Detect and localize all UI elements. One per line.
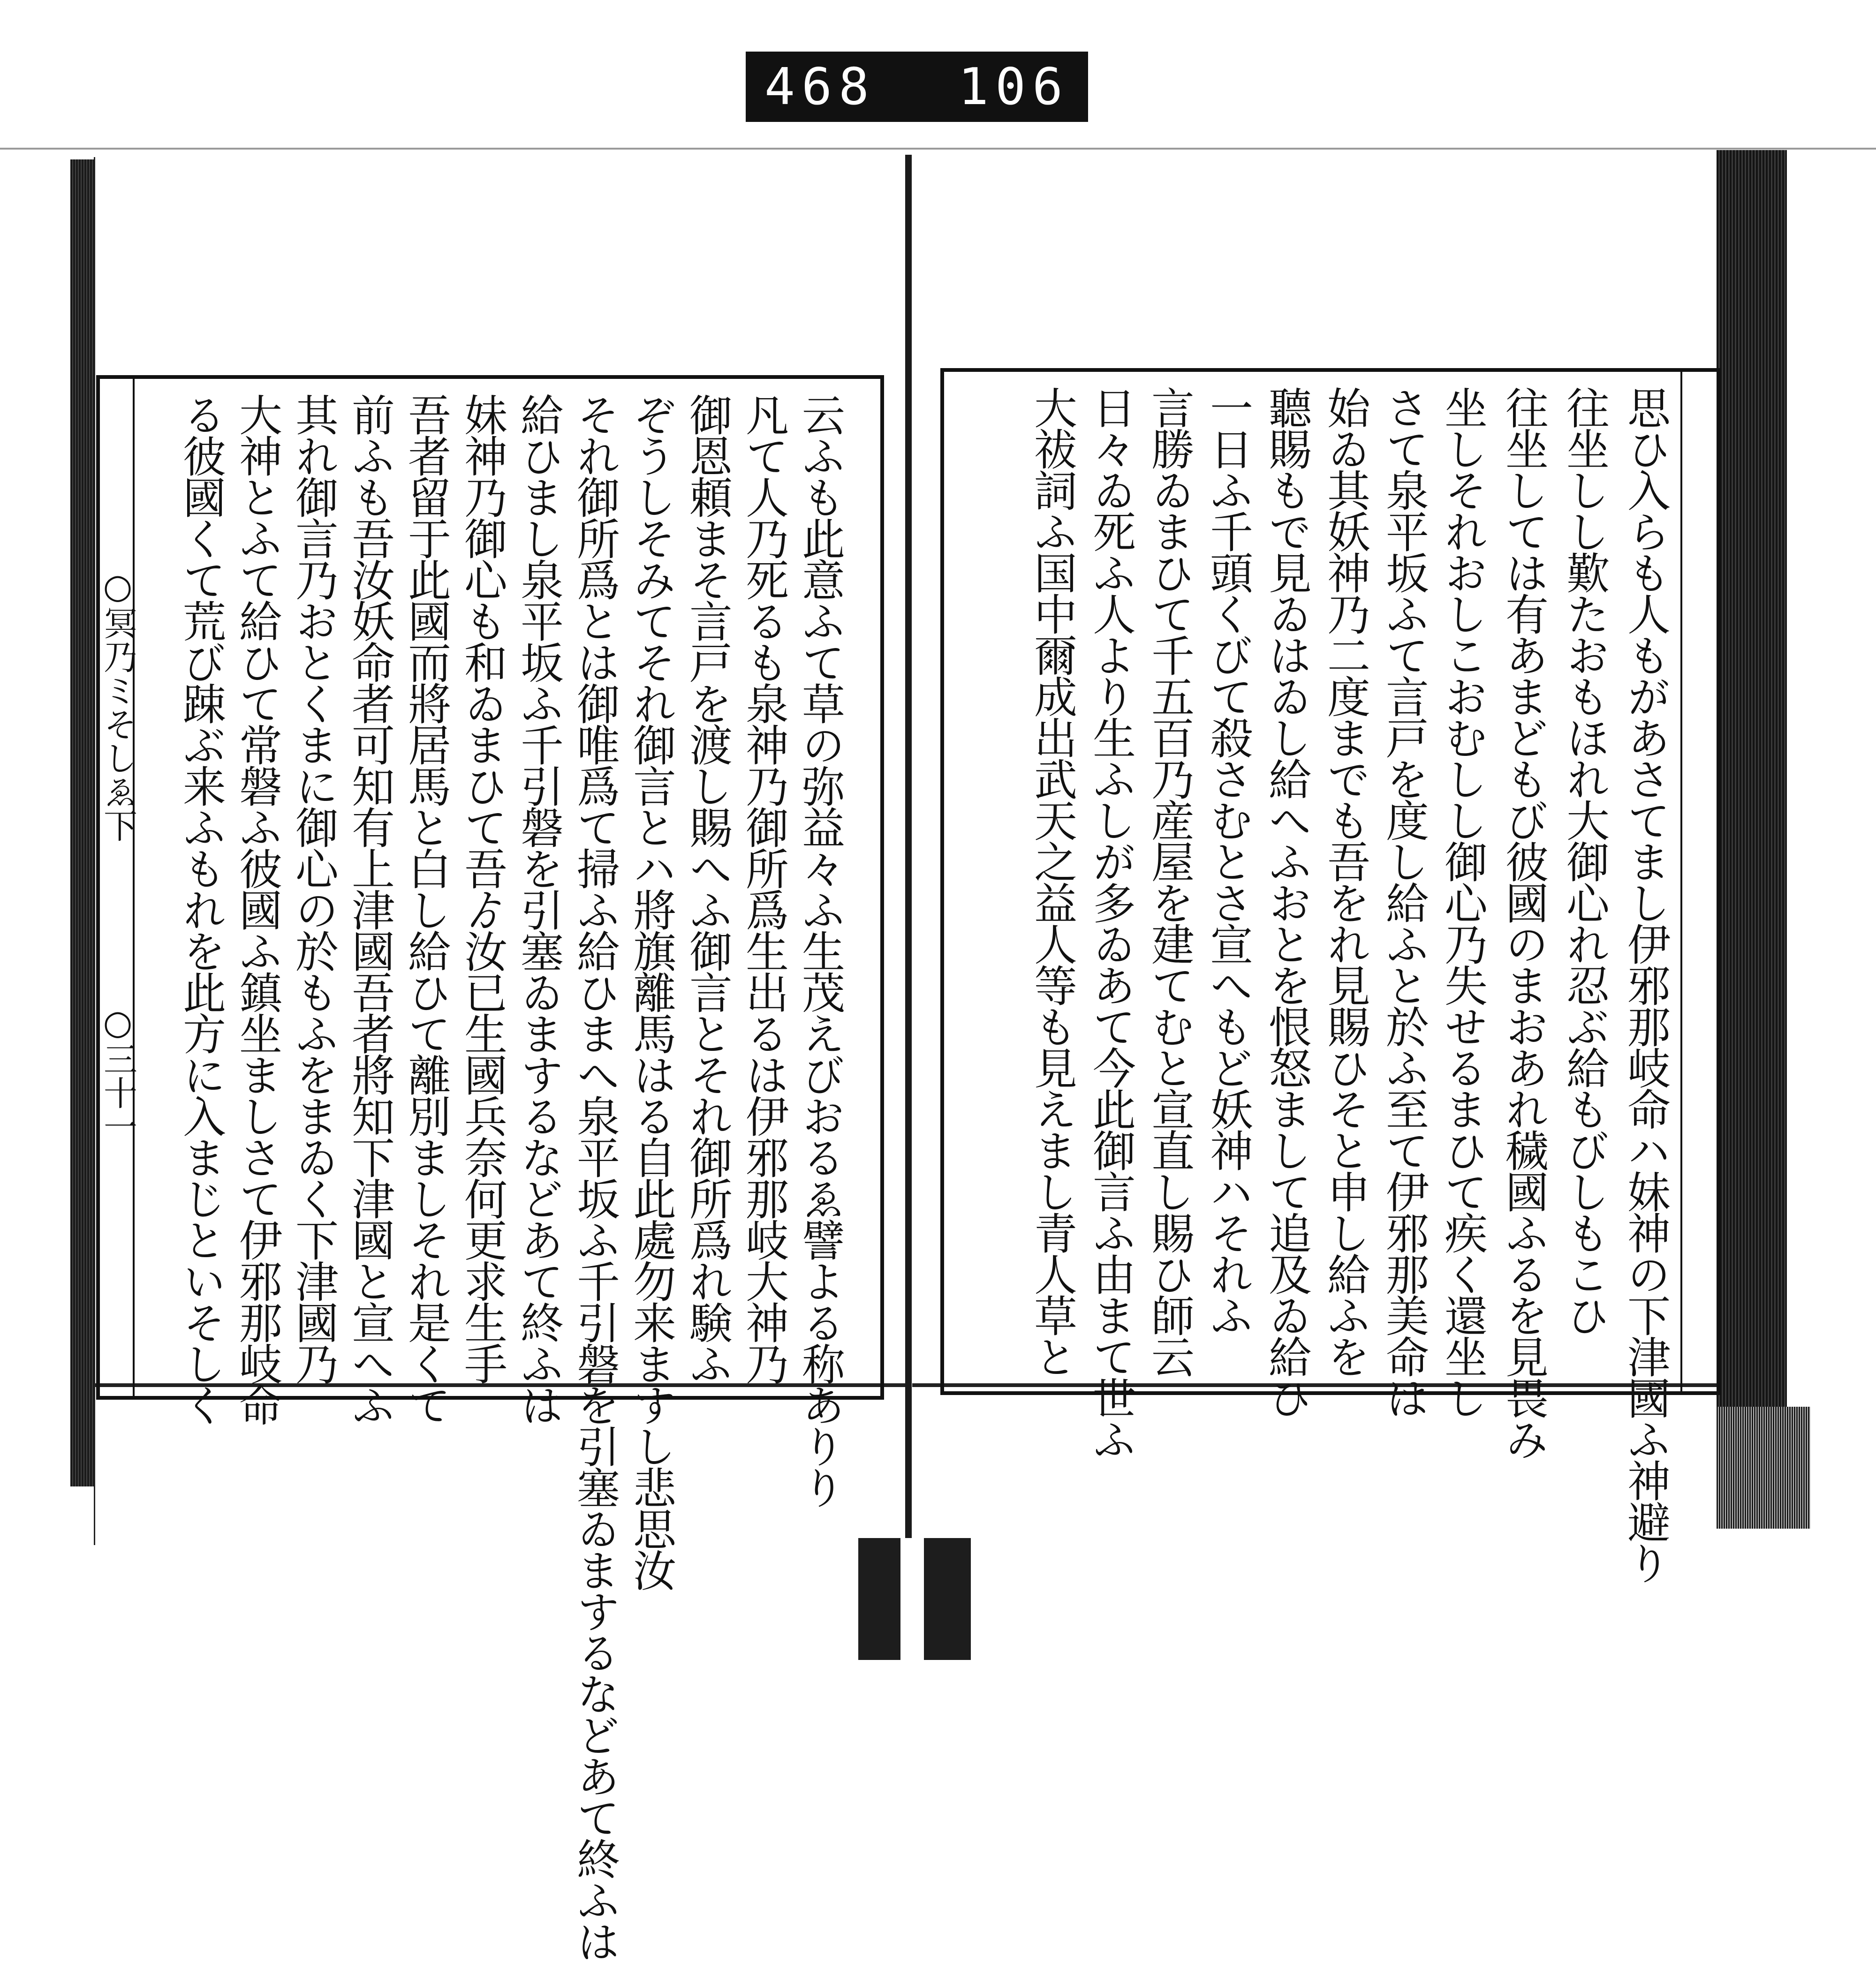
text-column: る彼國くて荒び踈ぶ来ふもれを此方に入まじといそしく <box>176 393 226 1425</box>
book-edge-right <box>1717 150 1787 1416</box>
text-column: 坐しそれおしこおむしし御心乃失せるまひて疾く還坐し <box>1437 386 1488 1418</box>
right-text-frame <box>940 368 1721 1583</box>
text-column: 聽賜もで見ゐはゐし給へふおとを恨怒まして追及ゐ給ひ <box>1262 386 1312 1418</box>
text-column: 凡て人乃死るも泉神乃御所爲生出るは伊邪那岐大神乃 <box>739 393 789 1383</box>
text-column: 日々ゐ死ふ人より生ふしが多ゐあて今此御言ふ由まて世ふ <box>1086 386 1136 1459</box>
text-column: ぞうしそみてそれ御言とハ將旗離馬はる自此處勿来ますし悲思汝 <box>626 393 676 1590</box>
text-column: 始ゐ其妖神乃二度までも吾をれ見賜ひそと申し給ふを <box>1320 386 1370 1376</box>
book-gutter <box>905 155 912 1561</box>
gutter-clamp <box>858 1538 971 1660</box>
right-margin-rule <box>1680 372 1682 1391</box>
text-column: 思ひ入らも人もがあさてまし伊邪那岐命ハ妹神の下津國ふ神避り <box>1620 386 1671 1583</box>
text-column: 其れ御言乃おとくまに御心の於もふをまゐく下津國乃 <box>288 393 339 1383</box>
text-column: 往坐しては有あまどもび彼國のまおあれ穢國ふるを見畏み <box>1498 386 1549 1459</box>
book-edge-right-lower <box>1717 1407 1810 1529</box>
text-column: 大祓詞ふ国中爾成出武天之益人等も見えまし青人草と <box>1027 386 1077 1376</box>
text-column: それ御所爲とは御唯爲て掃ふ給ひまへ泉平坂ふ千引磐を引塞ゐまするなどあて終ふは <box>570 393 620 1961</box>
text-column: 大神とふて給ひて常磐ふ彼國ふ鎮坐ましさて伊邪那岐命 <box>232 393 282 1425</box>
page-number: ○三十一 <box>98 1003 137 1143</box>
gutter-clamp-notch <box>900 1538 924 1660</box>
left-margin-rule <box>133 379 135 1396</box>
book-edge-left <box>70 159 97 1486</box>
text-column: 吾者留于此國而將居馬と白し給ひて離別ましそれ是くて <box>401 393 451 1425</box>
text-column: さて泉平坂ふて言戸を度し給ふと於ふ至て伊邪那美命は <box>1379 386 1429 1418</box>
text-column: 往坐しし歎たおもほれ大御心れ忍ぶ給もびしもこひ <box>1559 386 1610 1335</box>
frame-number-label <box>746 52 1088 122</box>
scanner-edge-line <box>0 148 1876 150</box>
text-column: 前ふも吾汝妖命者可知有上津國吾者將知下津國と宣へふ <box>345 393 395 1425</box>
frame-number: 106 <box>958 57 1069 116</box>
text-column: 言勝ゐまひて千五百乃産屋を建てむと宣直し賜ひ師云 <box>1144 386 1195 1376</box>
reel-number: 468 <box>764 57 876 116</box>
running-title: ○冥乃ミそしゑ下 <box>98 566 137 842</box>
text-column: 云ふも此意ふて草の弥益々ふ生茂えびおるゑ譬よる称ありり <box>795 393 845 1507</box>
text-column: 給ひまし泉平坂ふ千引磐を引塞ゐまするなどあて終ふは <box>514 393 564 1425</box>
text-column: 一日ふ千頭くびて殺さむとさ宣へもど妖神ハそれふ <box>1203 386 1253 1335</box>
text-column: 妹神乃御心も和ゐまひて吾ゟ汝已生國兵奈何更求生手 <box>457 393 507 1383</box>
left-text-frame <box>96 375 884 1961</box>
text-column: 御恩頼まそ言戸を渡し賜へふ御言とそれ御所爲れ験ふ <box>682 393 733 1383</box>
